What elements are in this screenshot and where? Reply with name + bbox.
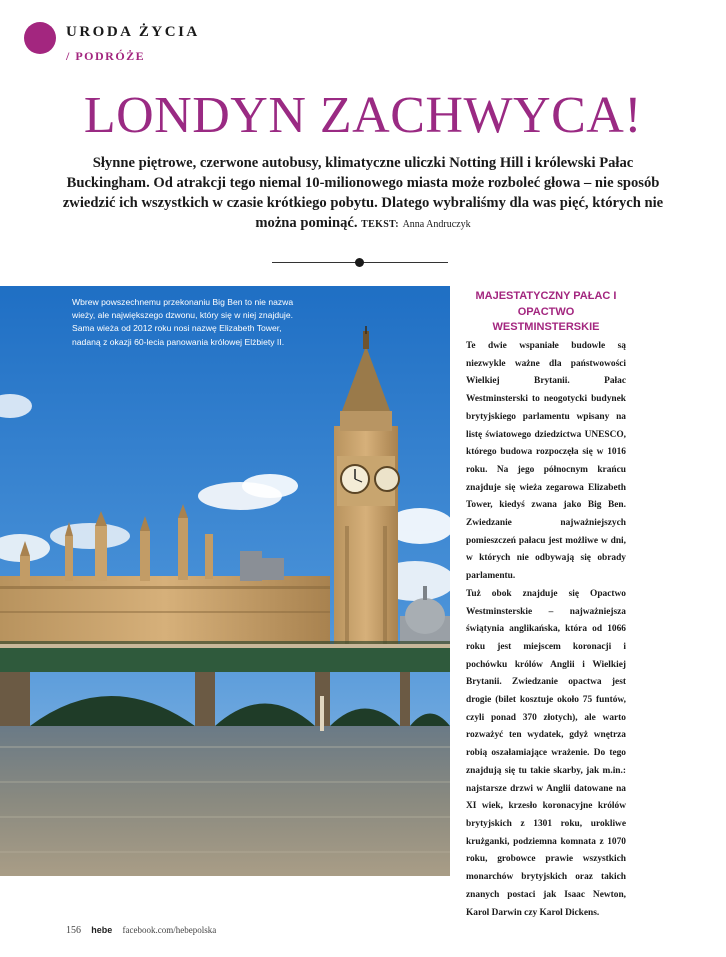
section-label: / PODRÓŻE (66, 49, 146, 63)
sidebar-title: MAJESTATYCZNY PAŁAC I OPACTWO WESTMINSTERSKIE (475, 290, 617, 333)
brand-dot (24, 22, 56, 54)
credit-name: Anna Andruczyk (402, 219, 471, 230)
lead-text: Słynne piętrowe, czerwone autobusy, klimatyczne uliczki Notting Hill i królewski Pałac Buckingham. Od atrakcji tego niemal 10-milionowego miasta może rozboleć głowa – nie sposób zwiedzić ich wszystkich w czasie krótkiego pobytu. Dlatego wybraliśmy dla was pięć, których nie można pominąć. (62, 155, 664, 231)
sidebar-body (466, 338, 626, 922)
article-title: LONDYN ZACHWYCA! (83, 87, 643, 144)
facebook-link[interactable]: facebook.com/hebepolska (122, 925, 217, 935)
photo-caption: Wbrew powszechnemu przekonaniu Big Ben to nie nazwa wieży, ale największego dzwonu, który się w niej znajduje. Sama wieża od 2012 roku nosi nazwę Elizabeth Tower, nadaną z okazji 60-lecia panowania królowej Elżbiety II. (72, 297, 294, 347)
credit-label: TEKST: (361, 219, 399, 230)
article-lead (60, 153, 666, 235)
page-number: 156 (66, 925, 81, 936)
divider-dot (355, 258, 364, 267)
sidebar-paragraph-1: Te dwie wspaniałe budowle są niezwykle ważne dla państwowości Wielkiej Brytanii. Pałac Westminsterski to neogotycki budynek brytyjskiego parlamentu wpisany na listę światowego dziedzictwa UNESCO, którego budowa rozpoczęła się w 1016 roku. Na jego północnym krańcu znajduje się wieża zegarowa Elizabeth Tower, kiedyś zwana jako Big Ben. Zwiedzanie najważniejszych pomieszczeń pałacu jest możliwe w dni, w których nie odbywają się obrady parlamentu. (466, 341, 626, 582)
magazine-brand: URODA ŻYCIA (66, 24, 200, 40)
page-footer (66, 925, 216, 936)
big-ben-photo (0, 286, 450, 876)
magazine-logo: hebe (91, 925, 113, 935)
sidebar-paragraph-2: Tuż obok znajduje się Opactwo Westminsterskie – najważniejsza świątynia anglikańska, która od 1066 roku jest miejscem koronacji i pochówku królów Anglii i Wielkiej Brytanii. Zwiedzanie opactwa jest drogie (bilet kosztuje około 75 funtów, czyli ponad 370 złotych), ale warto rozważyć ten wydatek, gdyż wnętrza robią oszałamiające wrażenie. Do tego znajdują się tu takie skarby, jak m.in.: najstarsze drzwi w Anglii datowane na XI wiek, krzesło koronacyjne królów brytyjskich z 1301 roku, urokliwe krużganki, podziemna komnata z 1070 roku, grobowce prawie wszystkich monarchów brytyjskich oraz takich znanych postaci jak Isaac Newton, Karol Darwin czy Karol Dickens. (466, 588, 626, 918)
